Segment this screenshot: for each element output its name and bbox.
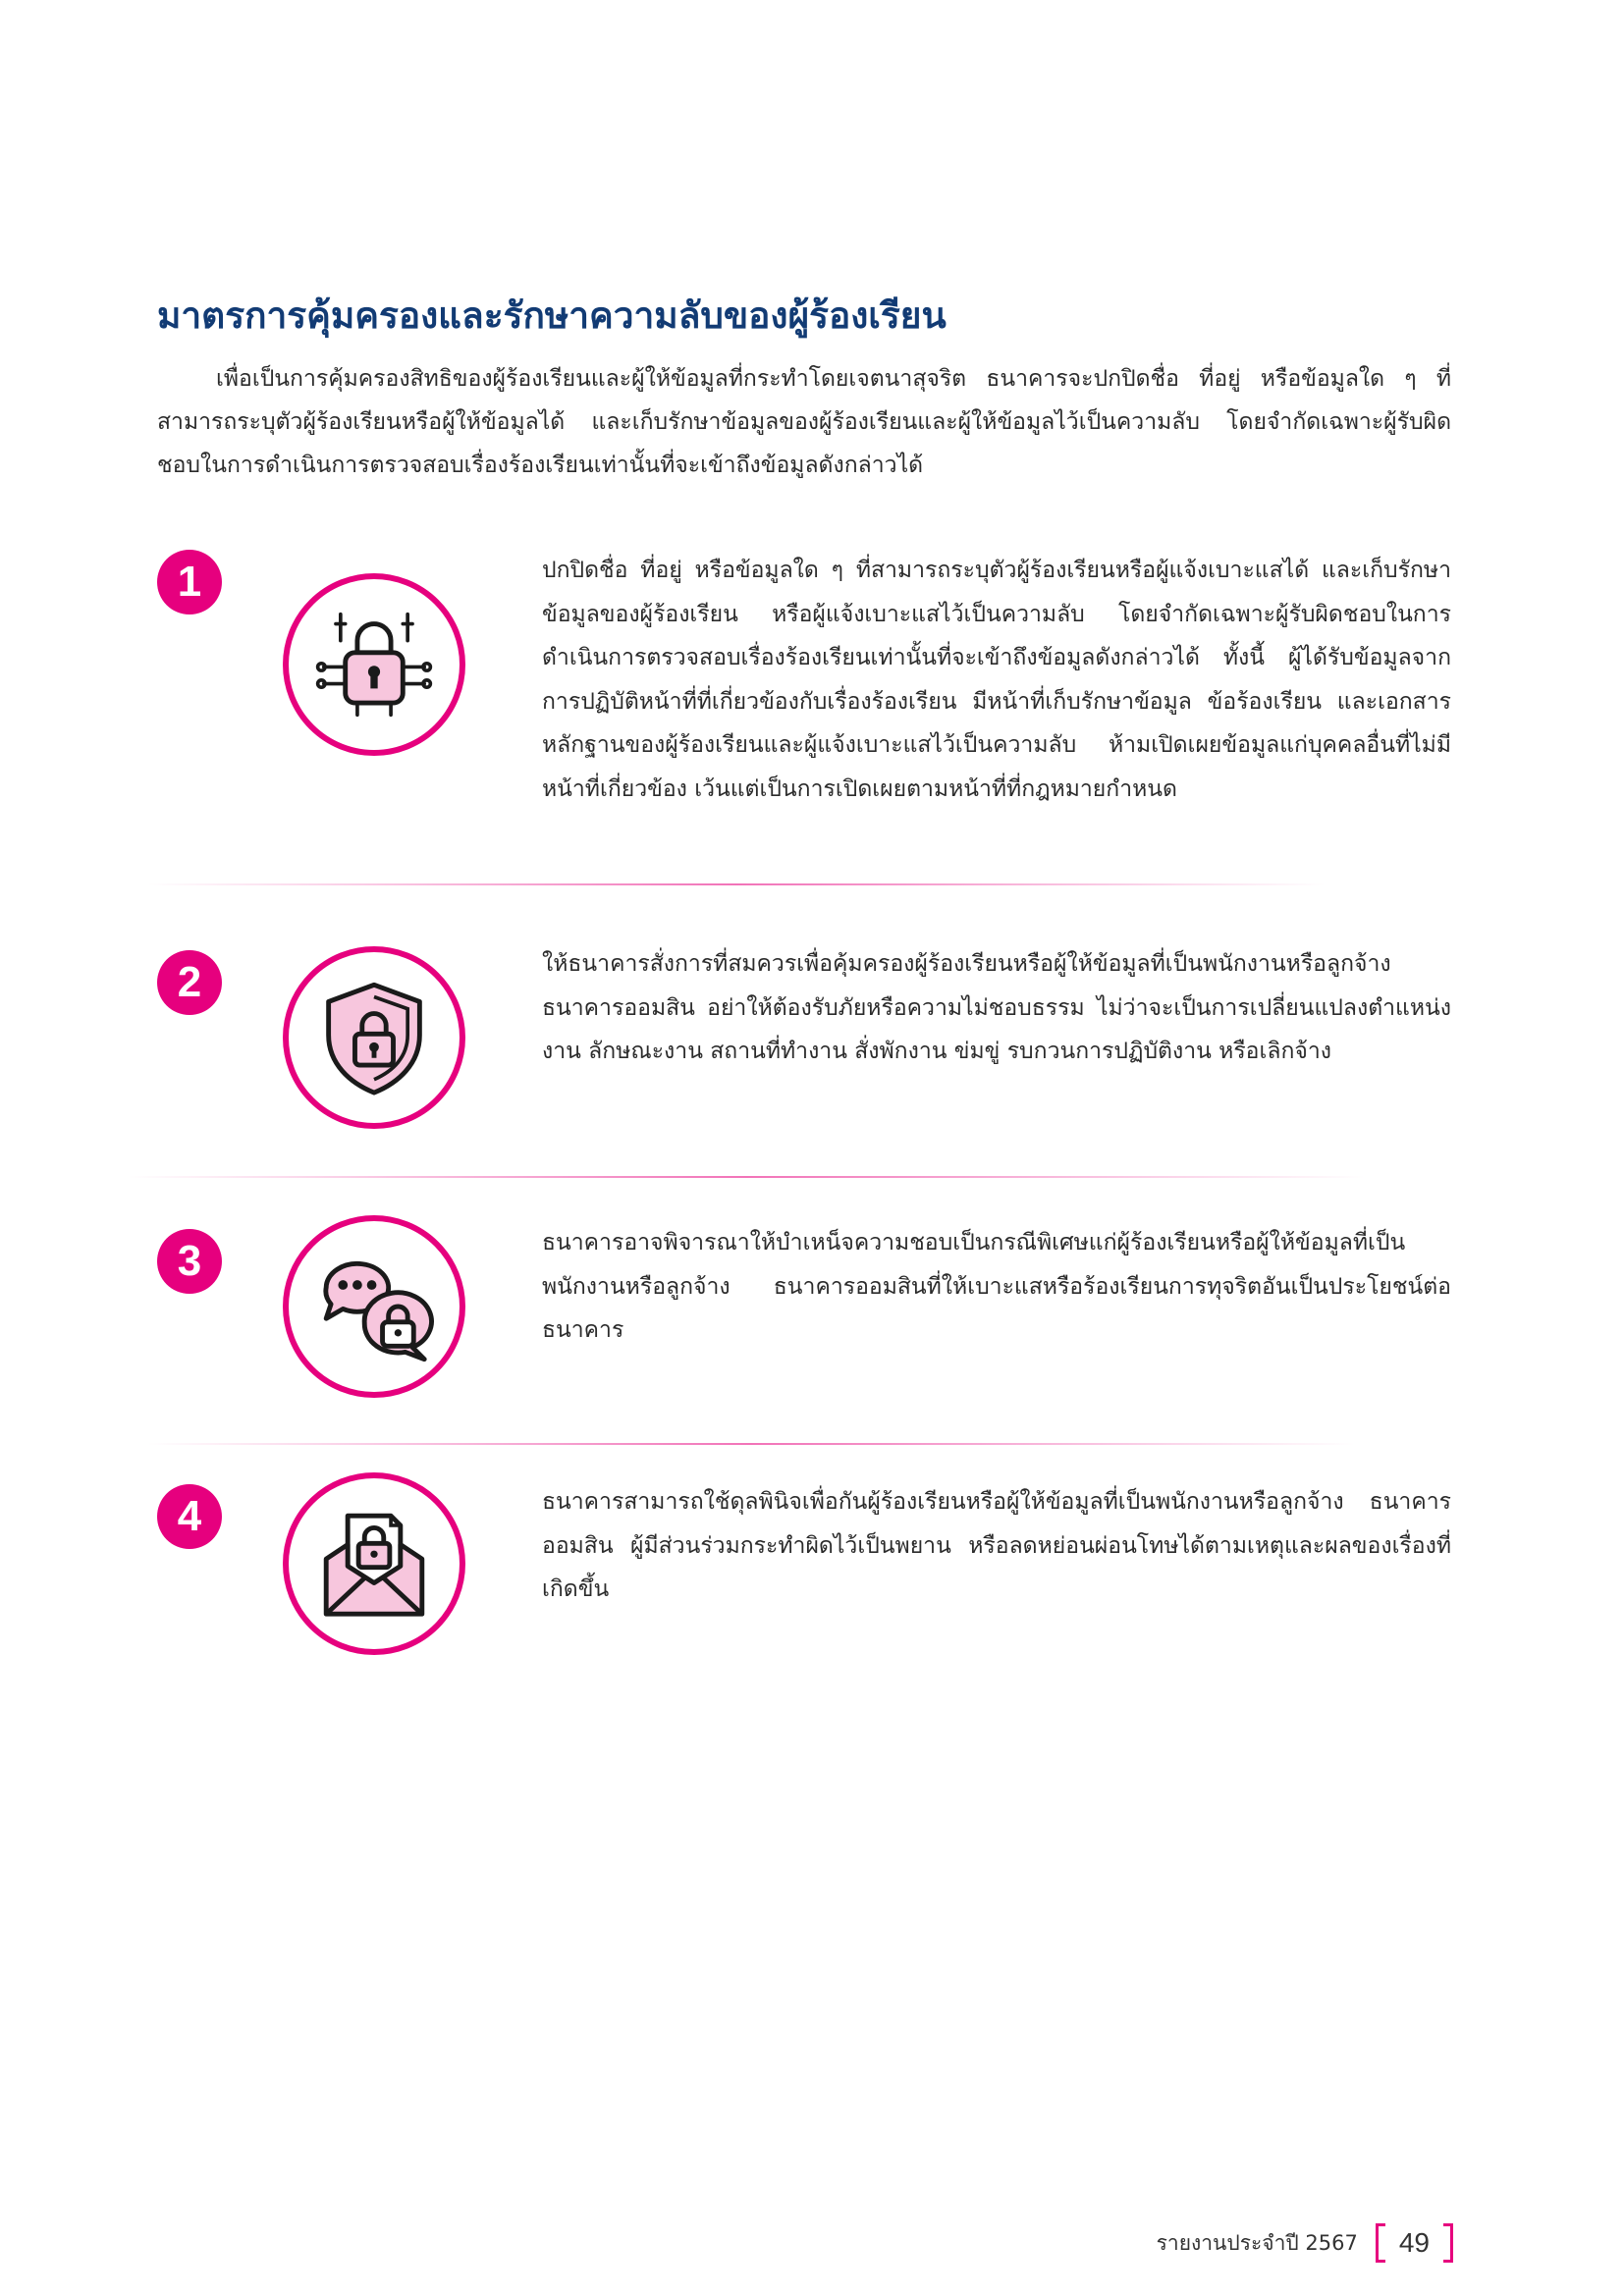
chat-lock-icon — [283, 1215, 465, 1398]
number-badge-3: 3 — [157, 1229, 222, 1294]
bracket-left — [1376, 2223, 1385, 2263]
divider — [147, 1443, 1355, 1445]
number-badge-1: 1 — [157, 550, 222, 614]
number-badge-2: 2 — [157, 950, 222, 1015]
page-number: 49 — [1398, 2227, 1430, 2258]
bracket-right — [1443, 2223, 1453, 2263]
shield-lock-icon — [283, 946, 465, 1129]
page-title: มาตรการคุ้มครองและรักษาความลับของผู้ร้องเรียน — [157, 294, 947, 337]
measure-text-4: ธนาคารสามารถใช้ดุลพินิจเพื่อกันผู้ร้องเรียนหรือผู้ให้ข้อมูลที่เป็นพนักงานหรือลูกจ้าง ธนาคารออมสิน ผู้มีส่วนร่วมกระทำผิดไว้เป็นพยาน หรือลดหย่อนผ่อนโทษได้ตามเหตุและผลของเรื่องที่เกิดขึ้น — [542, 1489, 1451, 1602]
measure-text-1: ปกปิดชื่อ ที่อยู่ หรือข้อมูลใด ๆ ที่สามารถระบุตัวผู้ร้องเรียนหรือผู้แจ้งเบาะแสได้ และเก็บรักษาข้อมูลของผู้ร้องเรียน หรือผู้แจ้งเบาะแสไว้เป็นความลับ โดยจำกัดเฉพาะผู้รับผิดชอบในการดำเนินการตรวจสอบเรื่องร้องเรียนเท่านั้นที่จะเข้าถึงข้อมูลดังกล่าวได้ ทั้งนี้ ผู้ได้รับข้อมูลจากการปฏิบัติหน้าที่ที่เกี่ยวข้องกับเรื่องร้องเรียน มีหน้าที่เก็บรักษาข้อมูล ข้อร้องเรียน และเอกสารหลักฐานของผู้ร้องเรียนและผู้แจ้งเบาะแสไว้เป็นความลับ ห้ามเปิดเผยข้อมูลแก่บุคคลอื่นที่ไม่มีหน้าที่เกี่ยวข้อง เว้นแต่เป็นการเปิดเผยตามหน้าที่ที่กฎหมายกำหนด — [542, 558, 1451, 802]
measure-text-3: ธนาคารอาจพิจารณาให้บำเหน็จความชอบเป็นกรณีพิเศษแก่ผู้ร้องเรียนหรือผู้ให้ข้อมูลที่เป็นพนักงานหรือลูกจ้าง ธนาคารออมสินที่ให้เบาะแสหรือร้องเรียนการทุจริตอันเป็นประโยชน์ต่อธนาคาร — [542, 1230, 1451, 1343]
report-label: รายงานประจำปี 2567 — [1156, 2230, 1358, 2255]
envelope-lock-icon — [283, 1472, 465, 1655]
number-badge-4: 4 — [157, 1484, 222, 1549]
lock-network-icon — [283, 573, 465, 756]
measure-text-2: ให้ธนาคารสั่งการที่สมควรเพื่อคุ้มครองผู้ร้องเรียนหรือผู้ให้ข้อมูลที่เป็นพนักงานหรือลูกจ้างธนาคารออมสิน อย่าให้ต้องรับภัยหรือความไม่ชอบธรรม ไม่ว่าจะเป็นการเปลี่ยนแปลงตำแหน่งงาน ลักษณะงาน สถานที่ทำงาน สั่งพักงาน ข่มขู่ รบกวนการปฏิบัติงาน หรือเลิกจ้าง — [542, 951, 1451, 1064]
intro-paragraph: เพื่อเป็นการคุ้มครองสิทธิของผู้ร้องเรียนและผู้ให้ข้อมูลที่กระทำโดยเจตนาสุจริต ธนาคารจะปกปิดชื่อ ที่อยู่ หรือข้อมูลใด ๆ ที่สามารถระบุตัวผู้ร้องเรียนหรือผู้ให้ข้อมูลได้ และเก็บรักษาข้อมูลของผู้ร้องเรียนและผู้ให้ข้อมูลไว้เป็นความลับ โดยจำกัดเฉพาะผู้รับผิดชอบในการดำเนินการตรวจสอบเรื่องร้องเรียนเท่านั้นที่จะเข้าถึงข้อมูลดังกล่าวได้ — [157, 366, 1451, 478]
page-footer — [1157, 2220, 1453, 2266]
divider — [147, 883, 1326, 885]
divider — [128, 1176, 1365, 1178]
